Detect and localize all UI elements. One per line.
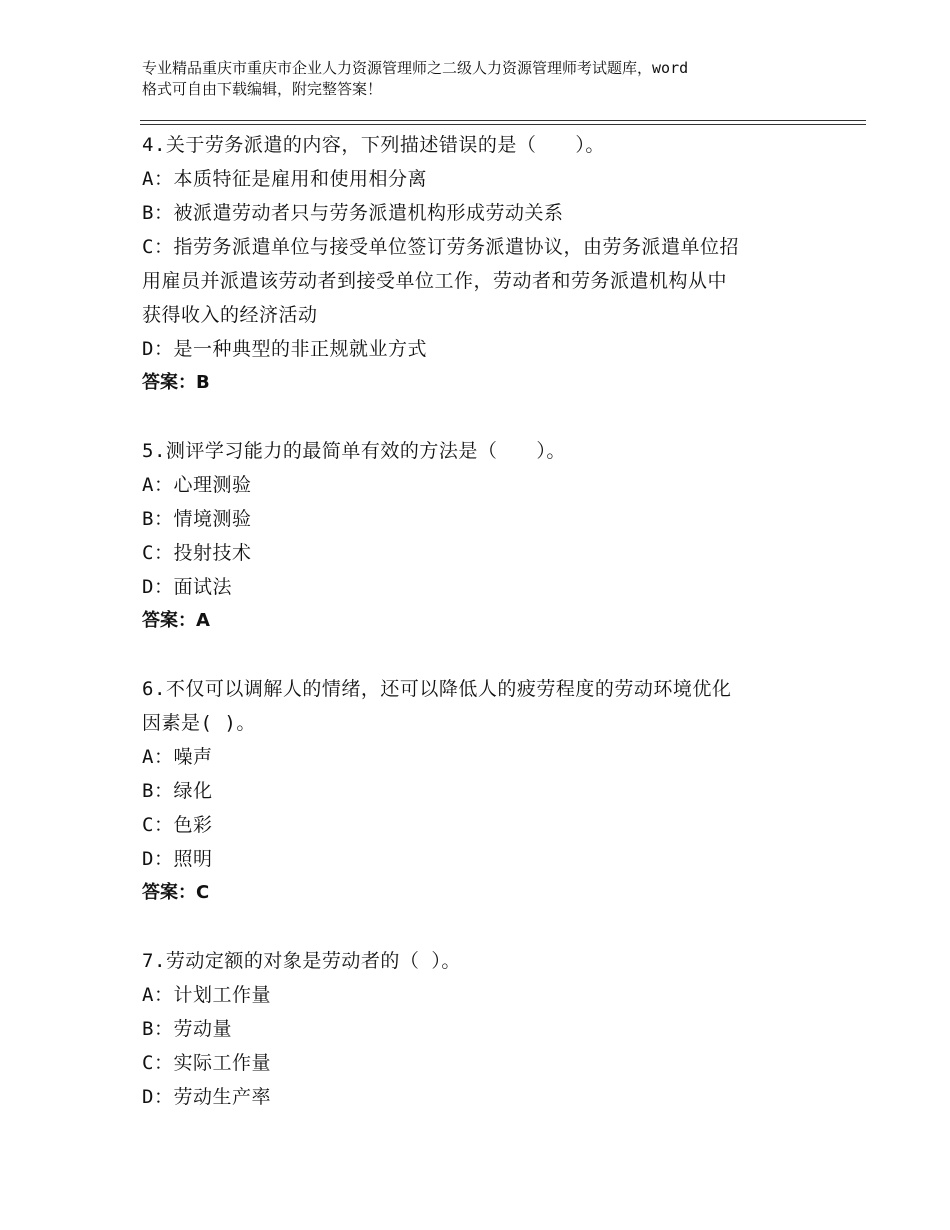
answer-key: 答案：C: [142, 882, 210, 903]
question-block: [142, 672, 832, 910]
answer-option: C：实际工作量: [142, 1052, 271, 1074]
question-list: [142, 128, 832, 1148]
question-stem: 因素是( )。: [142, 712, 256, 734]
answer-option: D：是一种典型的非正规就业方式: [142, 338, 427, 360]
question-block: [142, 128, 832, 400]
header-line-2: 格式可自由下载编辑，附完整答案！: [142, 80, 383, 98]
answer-option: D：照明: [142, 848, 213, 870]
answer-option: D：劳动生产率: [142, 1086, 271, 1108]
question-stem: 6.不仅可以调解人的情绪，还可以降低人的疲劳程度的劳动环境优化: [142, 678, 732, 700]
document-header: [142, 58, 832, 100]
header-line-1: 专业精品重庆市重庆市企业人力资源管理师之二级人力资源管理师考试题库，word: [142, 59, 689, 77]
answer-key: 答案：B: [142, 372, 210, 393]
answer-option: 获得收入的经济活动: [142, 304, 318, 326]
answer-option: B：被派遣劳动者只与劳务派遣机构形成劳动关系: [142, 202, 564, 224]
answer-option: A：本质特征是雇用和使用相分离: [142, 168, 427, 190]
answer-option: C：指劳务派遣单位与接受单位签订劳务派遣协议，由劳务派遣单位招: [142, 236, 739, 258]
question-stem: 5.测评学习能力的最简单有效的方法是（ ）。: [142, 440, 566, 462]
question-stem: 4.关于劳务派遣的内容，下列描述错误的是（ ）。: [142, 134, 605, 156]
question-block: [142, 434, 832, 638]
answer-option: C：色彩: [142, 814, 213, 836]
answer-key: 答案：A: [142, 610, 210, 631]
answer-option: A：心理测验: [142, 474, 252, 496]
answer-option: 用雇员并派遣该劳动者到接受单位工作，劳动者和劳务派遣机构从中: [142, 270, 728, 292]
answer-option: A：计划工作量: [142, 984, 271, 1006]
answer-option: D：面试法: [142, 576, 232, 598]
answer-option: A：噪声: [142, 746, 213, 768]
header-double-rule: [140, 120, 866, 125]
question-block: [142, 944, 832, 1114]
question-stem: 7.劳动定额的对象是劳动者的（ ）。: [142, 950, 461, 972]
answer-option: B：绿化: [142, 780, 213, 802]
answer-option: B：情境测验: [142, 508, 252, 530]
answer-option: B：劳动量: [142, 1018, 232, 1040]
answer-option: C：投射技术: [142, 542, 252, 564]
